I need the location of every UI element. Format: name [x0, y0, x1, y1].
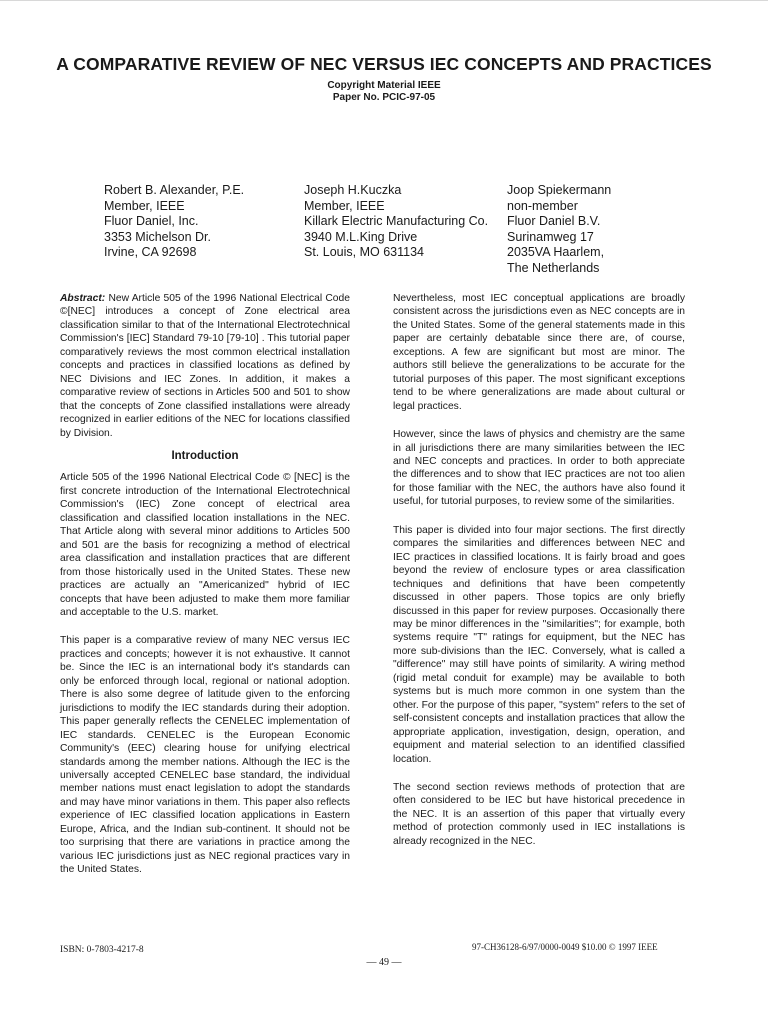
page-number: — 49 —	[366, 957, 402, 968]
author-company: Killark Electric Manufacturing Co.	[304, 214, 489, 229]
right-paragraph-2: However, since the laws of physics and chemistry are the same in all jurisdictions there are many similarities between the IEC and NEC concepts and practices. In order to both appreciate the differences and to show that IEC practices are not too alien for those familiar with the NEC, the authors have also found it useful, for tutorial purposes, to review some of the similarities.	[393, 429, 685, 508]
ieee-code-footer: 97-CH36128-6/97/0000-0049 $10.00 © 1997 IEEE	[472, 942, 658, 952]
author-address: 3940 M.L.King Drive	[304, 229, 418, 244]
paper-title: A COMPARATIVE REVIEW OF NEC VERSUS IEC CONCEPTS AND PRACTICES	[56, 54, 712, 74]
right-paragraph-4: The second section reviews methods of protection that are often considered to be IEC but have historical precedence in the NEC. It is an assertion of this paper that virtually every method of protection commonly used in IEC installations is already recognized in the NEC.	[393, 781, 685, 847]
author-company: Fluor Daniel, Inc.	[104, 214, 199, 229]
author-country: The Netherlands	[507, 260, 600, 275]
abstract-text: New Article 505 of the 1996 National Electrical Code ©[NEC] introduces a concept of Zone electrical area classification similar to that of the International Electrotechnical Commission's [IEC] Standard 79-10 [79-10] . This tutorial paper comparatively reviews the most common electrical installation concepts and practices in classified locations as defined by NEC Divisions and IEC Zones. In addition, it makes a comparative review of sections in Articles 500 and 501 to show that the concepts of Zone classified installations were already recognized in earlier editions of the NEC for locations classified by Division.	[60, 293, 350, 439]
top-border	[0, 0, 768, 1]
abstract-paragraph	[60, 292, 350, 440]
author-membership: Member, IEEE	[304, 198, 385, 213]
author-membership: Member, IEEE	[104, 198, 185, 213]
author-company: Fluor Daniel B.V.	[507, 214, 601, 229]
author-city: 2035VA Haarlem,	[507, 245, 605, 260]
author-membership: non-member	[507, 198, 578, 213]
author-name: Joseph H.Kuczka	[304, 183, 402, 197]
author-name: Robert B. Alexander, P.E.	[104, 183, 245, 197]
right-paragraph-3: This paper is divided into four major sections. The first directly compares the similarities and differences between NEC and IEC practices in classified locations. It is fairly broad and goes beyond the review of enclosure types or area classification techniques and definitions that have been competently discussed in other papers. Those topics are only briefly discussed in this paper for review purposes. Occasionally there may be minor differences in the "similarities"; for example, both systems require "T" ratings for equipment, but the NEC has more sub-divisions than the IEC. Conversely, what is called a "difference" may still have points of similarity. A wiring method (rigid metal conduit for example) may be available to both systems but is much more common in one system than the other. For the purpose of this paper, "system" refers to the set of self-consistent concepts and installation practices that allow the appropriate application, investigation, design, operation, and equipment and material selection to an identified classified location.	[393, 524, 685, 765]
author-city: St. Louis, MO 631134	[304, 245, 424, 260]
paper-number: Paper No. PCIC-97-05	[332, 92, 436, 103]
author-city: Irvine, CA 92698	[104, 245, 197, 260]
copyright-block	[0, 80, 768, 104]
copyright-line: Copyright Material IEEE	[327, 80, 441, 91]
author-1	[104, 183, 244, 261]
isbn-footer: ISBN: 0-7803-4217-8	[60, 945, 144, 955]
introduction-heading: Introduction	[171, 449, 239, 462]
abstract-label: Abstract:	[60, 293, 106, 304]
right-column	[393, 292, 685, 863]
right-paragraph-1: Nevertheless, most IEC conceptual applications are broadly consistent across the jurisdictions even as NEC concepts are in the United States. Some of the general statements made in this paper are certainly debatable since there are, of course, exceptions. A few are significant but most are minor. The authors still believe the generalizations to be accurate for the tutorial purposes of this paper. The most significant exceptions tend to be where generalizations are made about cultural or legal practices.	[393, 293, 685, 412]
author-2	[304, 183, 488, 261]
author-3	[507, 183, 611, 277]
intro-paragraph-2: This paper is a comparative review of many NEC versus IEC practices and concepts; however it is not exhaustive. It cannot be. Since the IEC is an international body it's standards can only be enforced through local, regional or national adoption. There is also some degree of latitude given to the enforcing jurisdictions to modify the IEC standards during their adoption. This paper generally reflects the CENELEC implementation of IEC standards. CENELEC is the European Economic Community's (EEC) clearing house for unifying electrical standards among the member nations. Although the IEC is the universally accepted CENELEC base standard, the individual member nations must enact legislation to adopt the standards and may have minor variations in them. This paper also reflects experience of IEC classified location applications in Eastern Europe, Africa, and the Indian sub-continent. It should not be too surprising that there are variations in practice among the various IEC jurisdictions just as NEC regional practices vary in the United States.	[60, 635, 350, 876]
left-column	[60, 292, 350, 892]
intro-paragraph-1: Article 505 of the 1996 National Electrical Code © [NEC] is the first concrete introduction of the International Electrotechnical Commission's (IEC) Zone concept of electrical area classification and classified location installations in the NEC. That Article along with several minor additions to Articles 500 and 501 are the basis for recognizing a method of electrical area classification and installation practices that are different from those historically used in the United States. These new practices are actually an "Americanized" hybrid of IEC concepts that have been adjusted to make them more familiar and acceptable to the U.S. market.	[60, 472, 350, 618]
author-address: Surinamweg 17	[507, 229, 594, 244]
author-name: Joop Spiekermann	[507, 183, 612, 197]
author-address: 3353 Michelson Dr.	[104, 229, 212, 244]
